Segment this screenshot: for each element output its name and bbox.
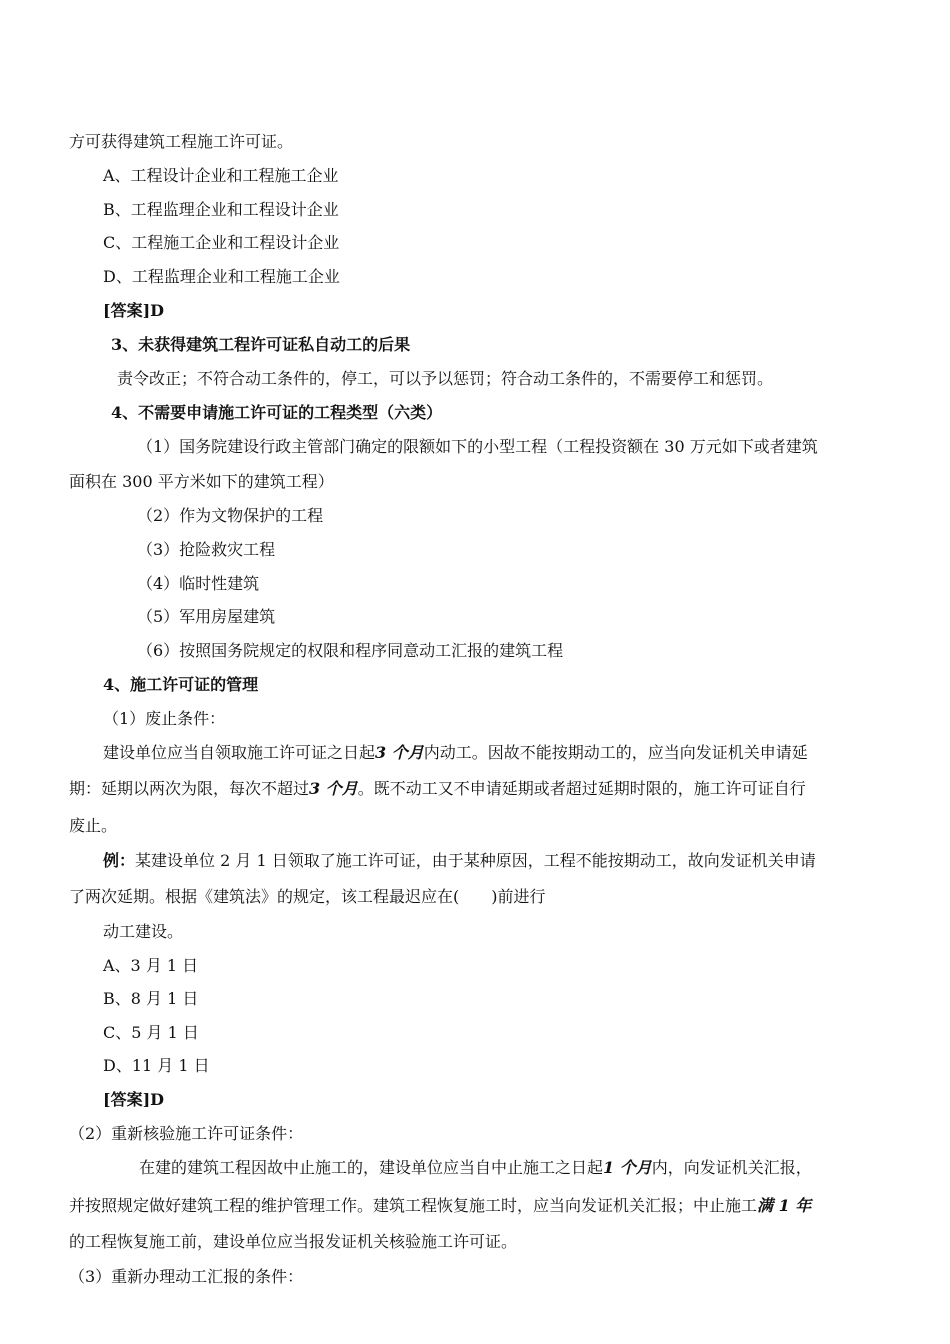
option-b: B、8 月 1 日 (103, 989, 199, 1008)
question-tail: 方可获得建筑工程施工许可证。 (69, 132, 294, 151)
paragraph-line: 建设单位应当自领取施工许可证之日起3 个月内动工。因故不能按期动工的，应当向发证机关申请延 (103, 743, 808, 762)
section-heading: 4、施工许可证的管理 (103, 675, 259, 694)
paragraph: 责令改正；不符合动工条件的，停工，可以予以惩罚；符合动工条件的，不需要停工和惩罚。 (117, 369, 774, 388)
paragraph-line: 期：延期以两次为限，每次不超过3 个月。既不动工又不申请延期或者超过延期时限的，施工许可证自行 (69, 779, 806, 798)
paragraph-line: 废止。 (69, 816, 118, 835)
example-line: 动工建设。 (103, 922, 184, 941)
option-d: D、工程监理企业和工程施工企业 (103, 267, 340, 286)
answer: [答案]D (103, 301, 165, 320)
example-line: 例：某建设单位 2 月 1 日领取了施工许可证，由于某种原因，工程不能按期动工，故向发证机关申请 (103, 851, 816, 870)
emphasis: 3 个月 (375, 743, 424, 762)
section-heading: 4、不需要申请施工许可证的工程类型（六类） (111, 403, 443, 422)
option-d: D、11 月 1 日 (103, 1056, 210, 1075)
example-label: 例： (103, 851, 136, 870)
section-heading: 3、未获得建筑工程许可证私自动工的后果 (111, 335, 411, 354)
list-item: （6）按照国务院规定的权限和程序同意动工汇报的建筑工程 (137, 641, 564, 660)
example-line: 了两次延期。根据《建筑法》的规定，该工程最迟应在( )前进行 (69, 887, 546, 906)
option-c: C、5 月 1 日 (103, 1023, 199, 1042)
option-a: A、3 月 1 日 (103, 956, 199, 975)
emphasis: 满 1 年 (757, 1196, 812, 1215)
list-item: （2）作为文物保护的工程 (137, 506, 324, 525)
list-item: （1）国务院建设行政主管部门确定的限额如下的小型工程（工程投资额在 30 万元如下或者建筑 (137, 437, 818, 456)
emphasis: 3 个月 (309, 779, 358, 798)
list-item-continuation: 面积在 300 平方米如下的建筑工程） (69, 472, 334, 491)
subheading: （2）重新核验施工许可证条件： (69, 1124, 304, 1143)
answer: [答案]D (103, 1090, 165, 1109)
list-item: （3）抢险救灾工程 (137, 540, 276, 559)
option-a: A、工程设计企业和工程施工企业 (103, 166, 339, 185)
option-b: B、工程监理企业和工程设计企业 (103, 200, 339, 219)
paragraph-line: 的工程恢复施工前，建设单位应当报发证机关核验施工许可证。 (69, 1232, 518, 1251)
subheading: （1）废止条件： (103, 709, 226, 728)
list-item: （4）临时性建筑 (137, 574, 260, 593)
option-c: C、工程施工企业和工程设计企业 (103, 233, 340, 252)
emphasis: 1 个月 (603, 1158, 652, 1177)
list-item: （5）军用房屋建筑 (137, 607, 276, 626)
subheading: （3）重新办理动工汇报的条件： (69, 1267, 304, 1286)
paragraph-line: 在建的建筑工程因故中止施工的，建设单位应当自中止施工之日起1 个月内，向发证机关汇报， (139, 1158, 812, 1177)
paragraph-line: 并按照规定做好建筑工程的维护管理工作。建筑工程恢复施工时，应当向发证机关汇报；中止施工满 1 年 (69, 1196, 812, 1215)
